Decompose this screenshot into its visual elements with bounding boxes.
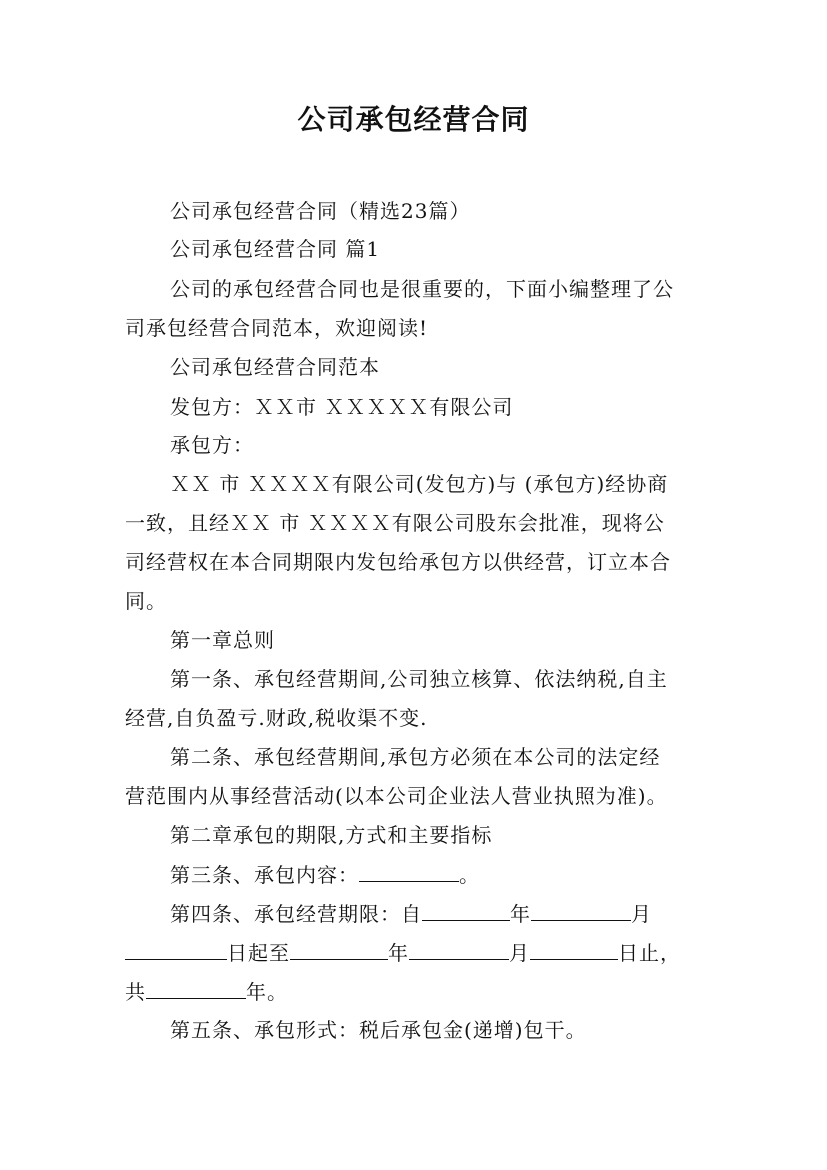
chapter-heading: 第二章承包的期限,方式和主要指标 bbox=[170, 823, 493, 847]
article-4-line bbox=[125, 937, 681, 968]
month-label: 月 bbox=[631, 902, 652, 926]
paragraph-line: 同。 bbox=[125, 589, 167, 613]
year-label: 年 bbox=[246, 980, 267, 1004]
fill-blank[interactable] bbox=[422, 898, 510, 921]
article-line: 营范围内从事经营活动(以本公司企业法人营业执照为准)。 bbox=[125, 784, 668, 808]
article-line: 经营,自负盈亏.财政,税收渠不变. bbox=[125, 706, 428, 730]
article-3-line bbox=[170, 859, 480, 890]
article-4-line: 共 年。 bbox=[125, 976, 288, 1007]
article-line: 第一条、承包经营期间,公司独立核算、依法纳税,自主 bbox=[170, 667, 668, 691]
day-to-label: 日止， bbox=[618, 941, 681, 965]
year-label: 年 bbox=[510, 902, 531, 926]
paragraph-line: 公司承包经营合同范本 bbox=[170, 355, 380, 379]
paragraph-line: 司承包经营合同范本，欢迎阅读! bbox=[125, 316, 429, 340]
paragraph-line: 司经营权在本合同期限内发包给承包方以供经营，订立本合 bbox=[125, 550, 671, 574]
article-3-prefix: 第三条、承包内容： bbox=[170, 863, 359, 887]
total-prefix: 共 bbox=[125, 980, 146, 1004]
month-label: 月 bbox=[509, 941, 530, 965]
year-label: 年 bbox=[388, 941, 409, 965]
fill-blank[interactable] bbox=[125, 937, 227, 960]
fill-blank[interactable] bbox=[359, 859, 459, 882]
fill-blank[interactable] bbox=[146, 976, 246, 999]
article-3-suffix: 。 bbox=[459, 863, 480, 887]
paragraph-line: 公司的承包经营合同也是很重要的，下面小编整理了公 bbox=[170, 277, 674, 301]
article-4-prefix: 第四条、承包经营期限：自 bbox=[170, 902, 422, 926]
party-b-line: 承包方： bbox=[170, 433, 254, 457]
fill-blank[interactable] bbox=[409, 937, 509, 960]
fill-blank[interactable] bbox=[290, 937, 388, 960]
party-a-line: 发包方：ＸＸ市 ＸＸＸＸＸ有限公司 bbox=[170, 395, 514, 419]
paragraph-line: ＸＸ 市 ＸＸＸＸ有限公司(发包方)与 (承包方)经协商 bbox=[170, 472, 669, 496]
page-title: 公司承包经营合同 bbox=[297, 103, 530, 136]
subtitle-line: 公司承包经营合同（精选23篇） bbox=[170, 199, 471, 223]
fill-blank[interactable] bbox=[530, 937, 618, 960]
day-from-label: 日起至 bbox=[227, 941, 290, 965]
article-4-line bbox=[170, 898, 652, 929]
article-line: 第二条、承包经营期间,承包方必须在本公司的法定经 bbox=[170, 745, 661, 769]
chapter-heading: 第一章总则 bbox=[170, 628, 275, 652]
article-5-line: 第五条、承包形式：税后承包金(递增)包干。 bbox=[170, 1018, 587, 1042]
fill-blank[interactable] bbox=[531, 898, 631, 921]
paragraph-line: 一致，且经ＸＸ 市 ＸＸＸＸ有限公司股东会批准，现将公 bbox=[125, 511, 665, 535]
section-heading: 公司承包经营合同 篇1 bbox=[170, 237, 381, 261]
